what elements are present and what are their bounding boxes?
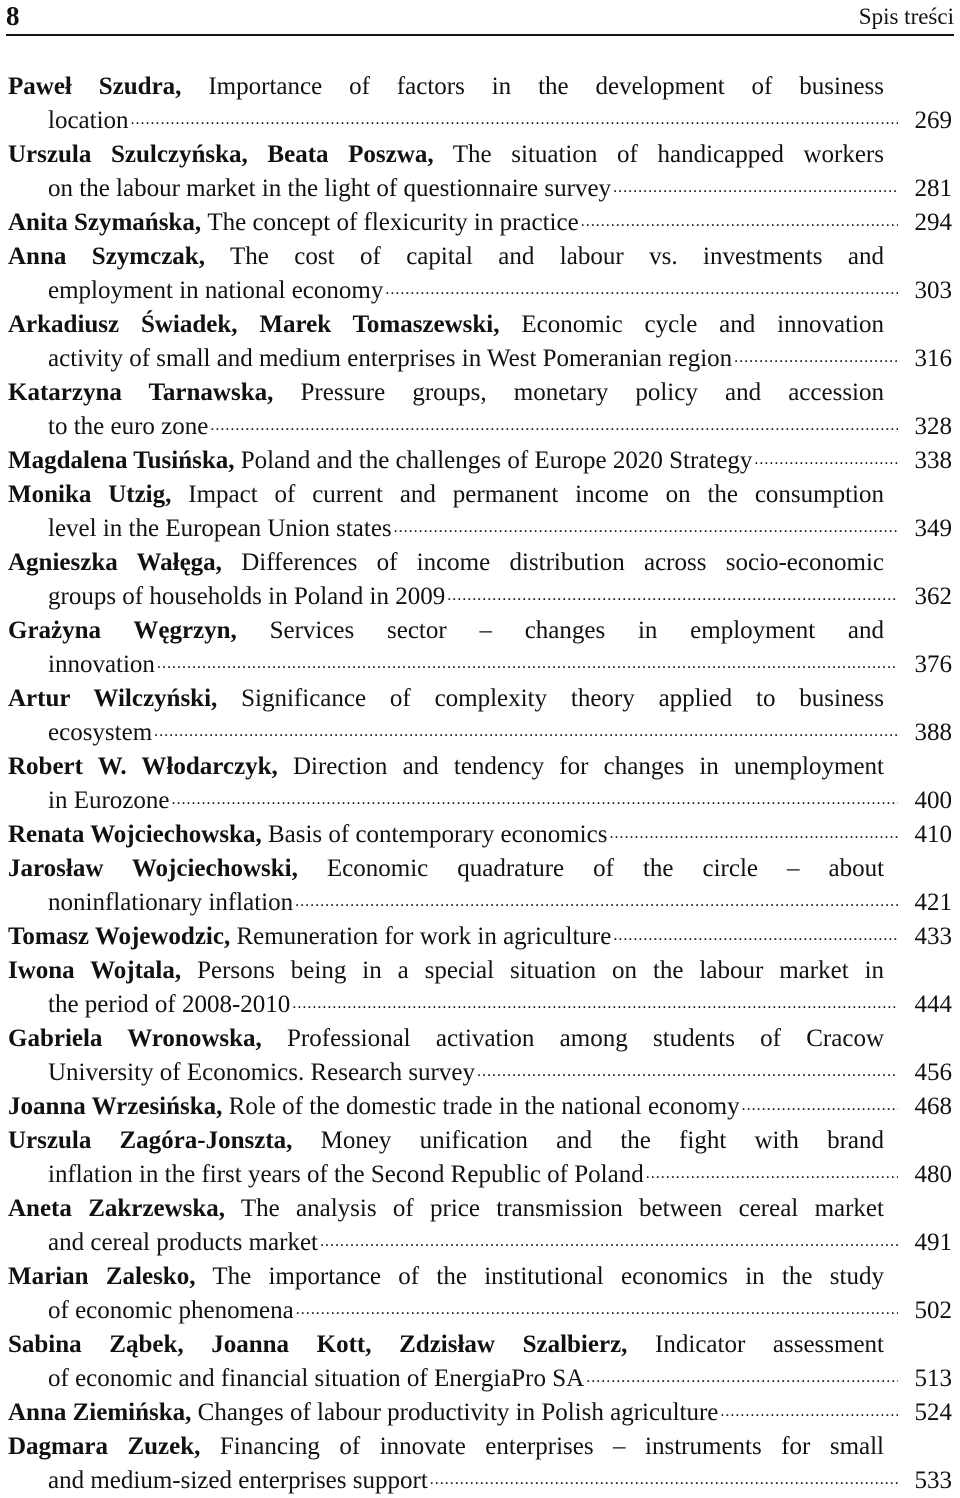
entry-first-line <box>8 750 884 784</box>
entry-title-start: Economic cycle and innovation <box>521 311 884 338</box>
entry-title: Role of the domestic trade in the national economy <box>228 1093 740 1120</box>
entry-line <box>8 1090 952 1124</box>
entry-title-end: level in the European Union states <box>48 515 392 542</box>
entry-title-end: to the euro zone <box>48 413 209 440</box>
dot-leader <box>430 1460 898 1497</box>
entry-first-line <box>8 1192 884 1226</box>
toc-entry[interactable] <box>8 1260 952 1328</box>
dot-leader <box>295 882 898 919</box>
entry-title-start: The situation of handicapped workers <box>452 141 884 168</box>
entry-title-end: inflation in the first years of the Second Republic of Poland <box>48 1161 644 1188</box>
entry-author: Arkadiusz Świadek, Marek Tomaszewski, <box>8 311 500 338</box>
entry-page-number[interactable]: 410 <box>914 821 952 848</box>
entry-line <box>8 444 952 478</box>
toc-entry[interactable] <box>8 1328 952 1396</box>
entry-title-start: Impact of current and permanent income on the consumption <box>188 481 885 508</box>
entry-title-start: Persons being in a special situation on the labour market in <box>197 957 885 984</box>
entry-last-line <box>8 988 952 1022</box>
dot-leader <box>292 984 898 1021</box>
entry-page-number[interactable]: 491 <box>914 1229 952 1256</box>
entry-title-start: Services sector – changes in employment and <box>269 617 885 644</box>
entry-line <box>8 818 952 852</box>
page-header <box>6 0 954 36</box>
toc-entry[interactable] <box>8 920 952 954</box>
entry-page-number[interactable]: 338 <box>914 447 952 474</box>
entry-author: Monika Utzig, <box>8 481 172 508</box>
entry-first-line <box>8 478 884 512</box>
entry-title: Poland and the challenges of Europe 2020 Strategy <box>240 447 753 474</box>
entry-last-line <box>8 784 952 818</box>
dot-leader <box>581 202 898 239</box>
entry-title-start: Money unification and the fight with brand <box>320 1127 884 1154</box>
entry-author: Dagmara Zuzek, <box>8 1433 201 1460</box>
entry-first-line <box>8 1328 884 1362</box>
entry-last-line <box>8 580 952 614</box>
entry-first-line <box>8 308 884 342</box>
entry-first-line <box>8 70 884 104</box>
entry-author: Artur Wilczyński, <box>8 685 218 712</box>
entry-page-number[interactable]: 376 <box>914 651 952 678</box>
dot-leader <box>477 1052 898 1089</box>
entry-first-line <box>8 546 884 580</box>
dot-leader <box>734 338 898 375</box>
toc-entry[interactable] <box>8 1124 952 1192</box>
entry-page-number[interactable]: 328 <box>914 413 952 440</box>
entry-last-line <box>8 648 952 682</box>
entry-author: Urszula Szulczyńska, Beata Poszwa, <box>8 141 434 168</box>
entry-title: Basis of contemporary economics <box>267 821 608 848</box>
entry-page-number[interactable]: 362 <box>914 583 952 610</box>
entry-title-end: location <box>48 107 129 134</box>
entry-last-line <box>8 1158 952 1192</box>
entry-title-end: of economic phenomena <box>48 1297 294 1324</box>
toc-entry[interactable] <box>8 206 952 240</box>
entry-title-end: University of Economics. Research survey <box>48 1059 475 1086</box>
toc-entry[interactable] <box>8 478 952 546</box>
entry-page-number[interactable]: 524 <box>914 1399 952 1426</box>
entry-page-number[interactable]: 421 <box>914 889 952 916</box>
entry-author: Iwona Wojtala, <box>8 957 182 984</box>
entry-last-line <box>8 172 952 206</box>
entry-last-line <box>8 1464 952 1498</box>
entry-page-number[interactable]: 533 <box>914 1467 952 1494</box>
entry-author: Jarosław Wojciechowski, <box>8 855 298 882</box>
entry-author: Grażyna Węgrzyn, <box>8 617 237 644</box>
entry-first-line <box>8 1124 884 1158</box>
dot-leader <box>154 712 898 749</box>
dot-leader <box>720 1392 898 1429</box>
toc-entry[interactable] <box>8 1022 952 1090</box>
toc-entry[interactable] <box>8 818 952 852</box>
entry-last-line <box>8 274 952 308</box>
entry-last-line <box>8 886 952 920</box>
toc-entry[interactable] <box>8 954 952 1022</box>
running-head: Spis treści <box>858 4 954 29</box>
toc-entry[interactable] <box>8 1192 952 1260</box>
entry-title-end: of economic and financial situation of EnergiaPro SA <box>48 1365 585 1392</box>
entry-last-line <box>8 342 952 376</box>
entry-title-end: innovation <box>48 651 155 678</box>
entry-page-number[interactable]: 316 <box>914 345 952 372</box>
entry-page-number[interactable]: 444 <box>914 991 952 1018</box>
dot-leader <box>447 576 898 613</box>
entry-first-line <box>8 1430 884 1464</box>
entry-title-end: noninflationary inflation <box>48 889 294 916</box>
entry-first-line <box>8 240 884 274</box>
entry-line <box>8 920 952 954</box>
entry-title: Changes of labour productivity in Polish agriculture <box>197 1399 719 1426</box>
dot-leader <box>742 1086 898 1123</box>
toc-entry[interactable] <box>8 750 952 818</box>
entry-author: Gabriela Wronowska, <box>8 1025 262 1052</box>
toc-entry[interactable] <box>8 1396 952 1430</box>
dot-leader <box>754 440 898 477</box>
entry-page-number[interactable]: 281 <box>914 175 952 202</box>
entry-title-end: and cereal products market <box>48 1229 319 1256</box>
dot-leader <box>296 1290 898 1327</box>
entry-title-start: Differences of income distribution across socio-economic <box>241 549 884 576</box>
entry-first-line <box>8 682 884 716</box>
dot-leader <box>385 270 898 307</box>
entry-title-end: the period of 2008-2010 <box>48 991 291 1018</box>
toc-entry[interactable] <box>8 1090 952 1124</box>
entry-author: Renata Wojciechowska, <box>8 821 262 848</box>
entry-title-start: Significance of complexity theory applied to business <box>241 685 885 712</box>
entry-first-line <box>8 954 884 988</box>
dot-leader <box>609 814 898 851</box>
entry-title-end: groups of households in Poland in 2009 <box>48 583 446 610</box>
entry-author: Tomasz Wojewodzic, <box>8 923 231 950</box>
dot-leader <box>613 168 898 205</box>
entry-title: The concept of flexicurity in practice <box>207 209 579 236</box>
entry-title-start: Importance of factors in the development of business <box>208 73 885 100</box>
entry-title-start: Indicator assessment <box>655 1331 884 1358</box>
toc-entry[interactable] <box>8 614 952 682</box>
entry-last-line <box>8 1056 952 1090</box>
entry-page-number[interactable]: 468 <box>914 1093 952 1120</box>
toc-entry[interactable] <box>8 70 952 138</box>
entry-author: Anita Szymańska, <box>8 209 202 236</box>
entry-last-line <box>8 512 952 546</box>
entry-author: Katarzyna Tarnawska, <box>8 379 274 406</box>
entry-last-line <box>8 716 952 750</box>
entry-page-number[interactable]: 480 <box>914 1161 952 1188</box>
toc-entry[interactable] <box>8 376 952 444</box>
entry-title-start: Pressure groups, monetary policy and accession <box>300 379 884 406</box>
dot-leader <box>171 780 898 817</box>
entry-first-line <box>8 1022 884 1056</box>
entry-line <box>8 1396 952 1430</box>
entry-page-number[interactable]: 513 <box>914 1365 952 1392</box>
entry-author: Paweł Szudra, <box>8 73 182 100</box>
entry-page-number[interactable]: 294 <box>914 209 952 236</box>
dot-leader <box>613 916 898 953</box>
entry-line <box>8 206 952 240</box>
toc-entry[interactable] <box>8 1430 952 1498</box>
entry-title-start: Financing of innovate enterprises – instruments for small <box>219 1433 885 1460</box>
toc-entry[interactable] <box>8 444 952 478</box>
entry-title-start: Professional activation among students of Cracow <box>287 1025 884 1052</box>
entry-page-number[interactable]: 502 <box>914 1297 952 1324</box>
entry-title-start: Direction and tendency for changes in unemployment <box>292 753 884 780</box>
entry-author: Urszula Zagóra-Jonszta, <box>8 1127 293 1154</box>
entry-first-line <box>8 376 884 410</box>
entry-title-end: ecosystem <box>48 719 153 746</box>
toc-entry[interactable] <box>8 682 952 750</box>
entry-last-line <box>8 410 952 444</box>
entry-author: Anna Szymczak, <box>8 243 205 270</box>
toc-entry[interactable] <box>8 852 952 920</box>
page-number: 8 <box>6 1 20 31</box>
entry-page-number[interactable]: 303 <box>914 277 952 304</box>
entry-author: Marian Zalesko, <box>8 1263 196 1290</box>
entry-title-end: in Eurozone <box>48 787 170 814</box>
entry-author: Aneta Zakrzewska, <box>8 1195 225 1222</box>
dot-leader <box>586 1358 898 1395</box>
entry-first-line <box>8 138 884 172</box>
entry-first-line <box>8 614 884 648</box>
toc-entry[interactable] <box>8 240 952 308</box>
toc-entry[interactable] <box>8 138 952 206</box>
entry-title-end: employment in national economy <box>48 277 384 304</box>
entry-page-number[interactable]: 400 <box>914 787 952 814</box>
entry-author: Sabina Ząbek, Joanna Kott, Zdzisław Szalbierz, <box>8 1331 628 1358</box>
entry-title: Remuneration for work in agriculture <box>236 923 612 950</box>
entry-title-start: The analysis of price transmission between cereal market <box>240 1195 884 1222</box>
entry-last-line <box>8 1294 952 1328</box>
entry-author: Joanna Wrzesińska, <box>8 1093 223 1120</box>
dot-leader <box>646 1154 898 1191</box>
entry-page-number[interactable]: 388 <box>914 719 952 746</box>
entry-last-line <box>8 1226 952 1260</box>
dot-leader <box>157 644 898 681</box>
entry-page-number[interactable]: 349 <box>914 515 952 542</box>
dot-leader <box>394 508 898 545</box>
entry-title-end: activity of small and medium enterprises in West Pomeranian region <box>48 345 733 372</box>
entry-page-number[interactable]: 456 <box>914 1059 952 1086</box>
entry-author: Robert W. Włodarczyk, <box>8 753 278 780</box>
toc-entry[interactable] <box>8 546 952 614</box>
toc-entry[interactable] <box>8 308 952 376</box>
entry-page-number[interactable]: 269 <box>914 107 952 134</box>
entry-author: Magdalena Tusińska, <box>8 447 235 474</box>
table-of-contents <box>8 70 952 1498</box>
dot-leader <box>210 406 898 443</box>
entry-last-line <box>8 1362 952 1396</box>
entry-title-start: The importance of the institutional economics in the study <box>212 1263 884 1290</box>
entry-last-line <box>8 104 952 138</box>
dot-leader <box>320 1222 898 1259</box>
entry-page-number[interactable]: 433 <box>914 923 952 950</box>
entry-title-end: and medium-sized enterprises support <box>48 1467 428 1494</box>
entry-title-start: Economic quadrature of the circle – about <box>326 855 885 882</box>
entry-title-end: on the labour market in the light of questionnaire survey <box>48 175 612 202</box>
entry-title-start: The cost of capital and labour vs. investments and <box>229 243 884 270</box>
entry-author: Anna Ziemińska, <box>8 1399 192 1426</box>
dot-leader <box>131 100 898 137</box>
entry-first-line <box>8 852 884 886</box>
entry-author: Agnieszka Wałęga, <box>8 549 222 576</box>
entry-first-line <box>8 1260 884 1294</box>
